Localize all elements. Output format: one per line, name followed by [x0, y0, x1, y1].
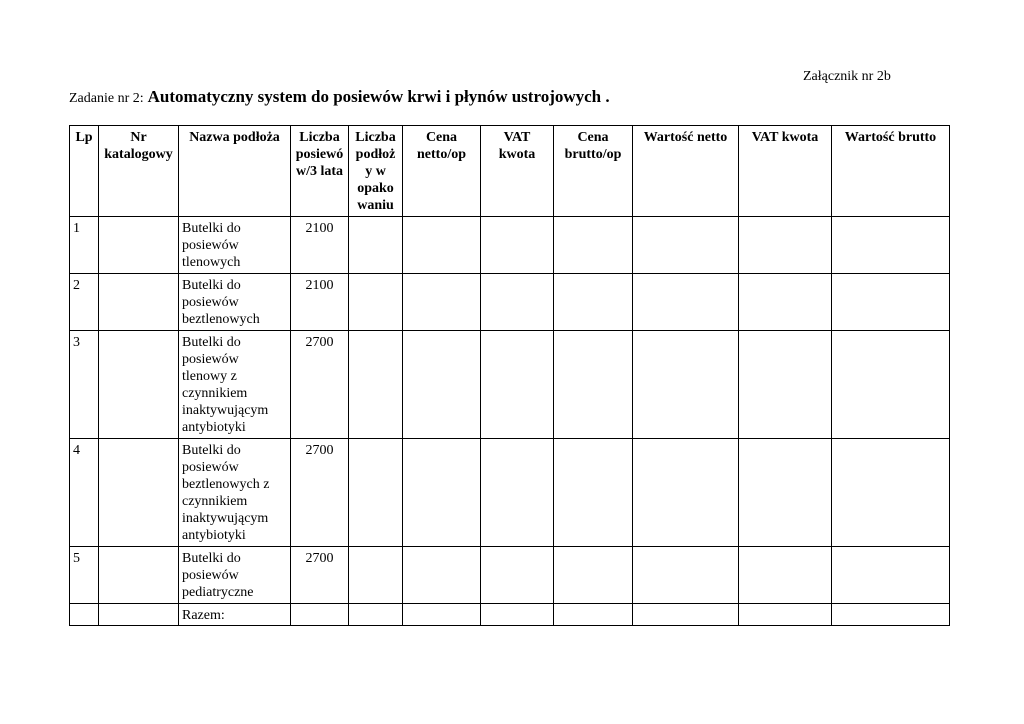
column-header-gross-value: Wartość brutto — [832, 126, 950, 217]
task-number: Zadanie nr 2: — [69, 91, 144, 106]
cell-cultures-count: 2700 — [291, 331, 349, 439]
cell-total-cultures[interactable] — [291, 604, 349, 626]
cell-vat-amount[interactable] — [481, 217, 554, 274]
cell-catalog-number-empty — [99, 604, 179, 626]
table-row — [70, 547, 950, 604]
cell-medium-name: Butelki do posiewów beztlenowych — [179, 274, 291, 331]
cell-catalog-number[interactable] — [99, 547, 179, 604]
cell-total-vat-amount[interactable] — [481, 604, 554, 626]
cell-net-value[interactable] — [633, 274, 739, 331]
column-header-net-price: Cena netto/op — [403, 126, 481, 217]
cell-gross-value[interactable] — [832, 547, 950, 604]
cell-gross-value[interactable] — [832, 439, 950, 547]
cell-medium-name: Butelki do posiewów beztlenowych z czynnikiem inaktywującym antybiotyki — [179, 439, 291, 547]
column-header-medium-name: Nazwa podłoża — [179, 126, 291, 217]
cell-gross-price[interactable] — [554, 331, 633, 439]
cell-lp: 1 — [70, 217, 99, 274]
cell-media-per-pack[interactable] — [349, 331, 403, 439]
table-row — [70, 439, 950, 547]
column-header-net-value: Wartość netto — [633, 126, 739, 217]
cell-gross-value[interactable] — [832, 331, 950, 439]
pricing-table — [69, 125, 950, 626]
cell-gross-price[interactable] — [554, 547, 633, 604]
cell-net-price[interactable] — [403, 274, 481, 331]
cell-net-price[interactable] — [403, 217, 481, 274]
cell-vat-value[interactable] — [739, 439, 832, 547]
cell-net-value[interactable] — [633, 547, 739, 604]
column-header-catalog-number: Nr katalogowy — [99, 126, 179, 217]
table-header-row — [70, 126, 950, 217]
cell-gross-value[interactable] — [832, 217, 950, 274]
total-row — [70, 604, 950, 626]
cell-vat-amount[interactable] — [481, 439, 554, 547]
table-row — [70, 217, 950, 274]
cell-medium-name: Butelki do posiewów tlenowy z czynnikiem inaktywującym antybiotyki — [179, 331, 291, 439]
cell-net-value[interactable] — [633, 217, 739, 274]
cell-catalog-number[interactable] — [99, 274, 179, 331]
cell-medium-name: Butelki do posiewów pediatryczne — [179, 547, 291, 604]
cell-gross-price[interactable] — [554, 274, 633, 331]
cell-cultures-count: 2700 — [291, 547, 349, 604]
cell-vat-amount[interactable] — [481, 274, 554, 331]
cell-total-gross-value[interactable] — [832, 604, 950, 626]
task-title: Automatyczny system do posiewów krwi i płynów ustrojowych . — [147, 87, 610, 106]
column-header-media-per-pack: Liczba podłoż y w opako waniu — [349, 126, 403, 217]
cell-vat-value[interactable] — [739, 217, 832, 274]
cell-net-price[interactable] — [403, 547, 481, 604]
cell-cultures-count: 2100 — [291, 274, 349, 331]
cell-net-value[interactable] — [633, 331, 739, 439]
cell-vat-value[interactable] — [739, 547, 832, 604]
cell-total-media-per-pack[interactable] — [349, 604, 403, 626]
cell-lp: 2 — [70, 274, 99, 331]
cell-catalog-number[interactable] — [99, 331, 179, 439]
cell-media-per-pack[interactable] — [349, 217, 403, 274]
cell-net-price[interactable] — [403, 331, 481, 439]
cell-gross-price[interactable] — [554, 217, 633, 274]
cell-cultures-count: 2700 — [291, 439, 349, 547]
cell-total-net-price[interactable] — [403, 604, 481, 626]
cell-total-vat-value[interactable] — [739, 604, 832, 626]
cell-lp: 4 — [70, 439, 99, 547]
cell-net-value[interactable] — [633, 439, 739, 547]
cell-catalog-number[interactable] — [99, 439, 179, 547]
table-row — [70, 331, 950, 439]
cell-vat-amount[interactable] — [481, 547, 554, 604]
cell-net-price[interactable] — [403, 439, 481, 547]
column-header-cultures-count: Liczba posiewó w/3 lata — [291, 126, 349, 217]
cell-gross-price[interactable] — [554, 439, 633, 547]
column-header-vat-value: VAT kwota — [739, 126, 832, 217]
task-heading — [69, 87, 610, 107]
cell-total-net-value[interactable] — [633, 604, 739, 626]
cell-cultures-count: 2100 — [291, 217, 349, 274]
column-header-gross-price: Cena brutto/op — [554, 126, 633, 217]
cell-medium-name: Butelki do posiewów tlenowych — [179, 217, 291, 274]
cell-lp: 3 — [70, 331, 99, 439]
cell-lp-empty — [70, 604, 99, 626]
cell-media-per-pack[interactable] — [349, 274, 403, 331]
cell-lp: 5 — [70, 547, 99, 604]
table-row — [70, 274, 950, 331]
cell-media-per-pack[interactable] — [349, 439, 403, 547]
cell-vat-value[interactable] — [739, 331, 832, 439]
cell-media-per-pack[interactable] — [349, 547, 403, 604]
cell-catalog-number[interactable] — [99, 217, 179, 274]
cell-vat-amount[interactable] — [481, 331, 554, 439]
attachment-label: Załącznik nr 2b — [803, 69, 891, 84]
column-header-lp: Lp — [70, 126, 99, 217]
cell-total-gross-price[interactable] — [554, 604, 633, 626]
total-label: Razem: — [179, 604, 291, 626]
column-header-vat-amount: VAT kwota — [481, 126, 554, 217]
cell-gross-value[interactable] — [832, 274, 950, 331]
cell-vat-value[interactable] — [739, 274, 832, 331]
